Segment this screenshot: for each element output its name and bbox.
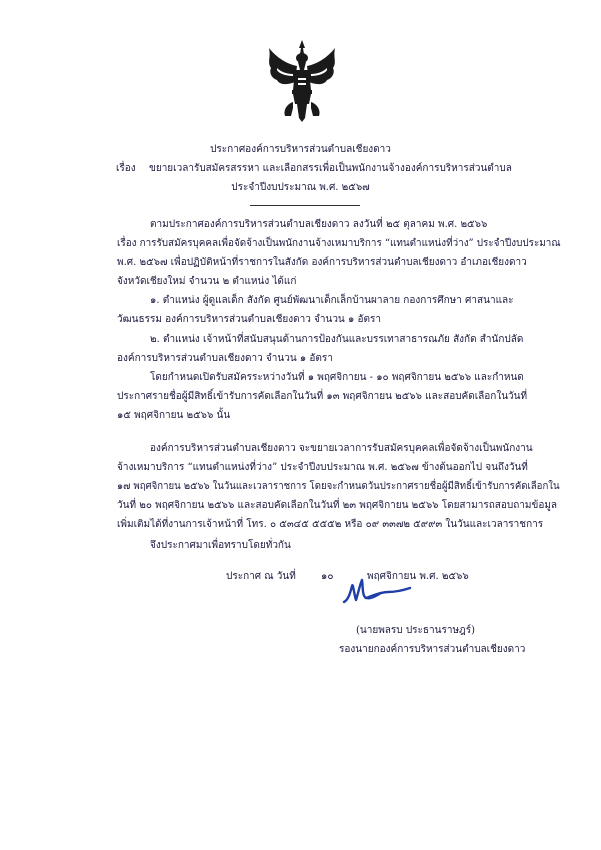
announcement-title: ประกาศองค์การบริหารส่วนตำบลเชียงดาว [210, 144, 391, 155]
body-line: โดยกำหนดเปิดรับสมัครระหว่างวันที่ ๑ พฤศจิกายน - ๑๐ พฤศจิกายน ๒๕๖๖ และกำหนด [150, 372, 524, 383]
position-item-2: ๒. ตำแหน่ง เจ้าหน้าที่สนับสนุนด้านการป้องกันและบรรเทาสาธารณภัย สังกัด สำนักปลัด [150, 334, 524, 345]
body-line: พ.ศ. ๒๕๖๗ เพื่อปฏิบัติหน้าที่ราชการในสังกัด องค์การบริหารส่วนตำบลเชียงดาว อำเภอเชียงดาว [117, 257, 527, 268]
body-line: ๑๗ พฤศจิกายน ๒๕๖๖ ในวันและเวลาราชการ โดยจะกำหนดวันประกาศรายชื่อผู้มีสิทธิ์เข้ารับการคัดเลือกใน [117, 481, 560, 492]
body-line: ๑๕ พฤศจิกายน ๒๕๖๖ นั้น [117, 410, 231, 421]
body-line: จังหวัดเชียงใหม่ จำนวน ๒ ตำแหน่ง ได้แก่ [117, 276, 297, 287]
body-line: องค์การบริหารส่วนตำบลเชียงดาว จะขยายเวลาการรับสมัครบุคคลเพื่อจัดจ้างเป็นพนักงาน [150, 443, 533, 454]
handwritten-signature [340, 572, 412, 610]
closing-line: จึงประกาศมาเพื่อทราบโดยทั่วกัน [150, 540, 291, 551]
body-line: ตามประกาศองค์การบริหารส่วนตำบลเชียงดาว ลงวันที่ ๒๕ ตุลาคม พ.ศ. ๒๕๖๖ [150, 219, 488, 230]
subject-text: ขยายเวลารับสมัครสรรหา และเลือกสรรเพื่อเป็นพนักงานจ้างองค์การบริหารส่วนตำบล [149, 163, 512, 174]
body-line: เรื่อง การรับสมัครบุคคลเพื่อจัดจ้างเป็นพนักงานจ้างเหมาบริการ “แทนตำแหน่งที่ว่าง” ประจำปีงบประมาณ [117, 238, 561, 249]
subject-label: เรื่อง [116, 163, 136, 174]
position-item-1-cont: วัฒนธรรม องค์การบริหารส่วนตำบลเชียงดาว จำนวน ๑ อัตรา [117, 314, 381, 325]
dateline-month-year: พฤศจิกายน พ.ศ. ๒๕๖๖ [367, 571, 469, 582]
body-line: วันที่ ๒๐ พฤศจิกายน ๒๕๖๖ และสอบคัดเลือกในวันที่ ๒๓ พฤศจิกายน ๒๕๖๖ โดยสามารถสอบถามข้อมูล [117, 500, 558, 511]
signatory-name: (นายพลรบ ประธานราษฎร์) [356, 625, 476, 636]
body-line: จ้างเหมาบริการ “แทนตำแหน่งที่ว่าง” ประจำปีงบประมาณ พ.ศ. ๒๕๖๗ ข้างต้นออกไป จนถึงวันที่ [117, 462, 528, 473]
fiscal-year: ประจำปีงบประมาณ พ.ศ. ๒๕๖๗ [231, 182, 370, 193]
dateline-day: ๑๐ [321, 571, 334, 582]
body-line: เพิ่มเติมได้ที่งานการเจ้าหน้าที่ โทร. ๐ ๕๓๔๕ ๕๕๕๒ หรือ ๐๙ ๓๓๗๒ ๕๙๙๓ ในวันและเวลาราชการ [117, 519, 544, 530]
position-item-1: ๑. ตำแหน่ง ผู้ดูแลเด็ก สังกัด ศูนย์พัฒนาเด็กเล็กบ้านผาลาย กองการศึกษา ศาสนาและ [150, 295, 514, 306]
signatory-position: รองนายกองค์การบริหารส่วนตำบลเชียงดาว [339, 644, 526, 655]
body-line: ประกาศรายชื่อผู้มีสิทธิ์เข้ารับการคัดเลือกในวันที่ ๑๓ พฤศจิกายน ๒๕๖๖ และสอบคัดเลือกในวันที่ [117, 391, 528, 402]
header-divider [250, 205, 360, 206]
dateline-prefix: ประกาศ ณ วันที่ [226, 571, 296, 582]
position-item-2-cont: องค์การบริหารส่วนตำบลเชียงดาว จำนวน ๑ อัตรา [117, 353, 333, 364]
garuda-emblem-icon [265, 38, 339, 122]
